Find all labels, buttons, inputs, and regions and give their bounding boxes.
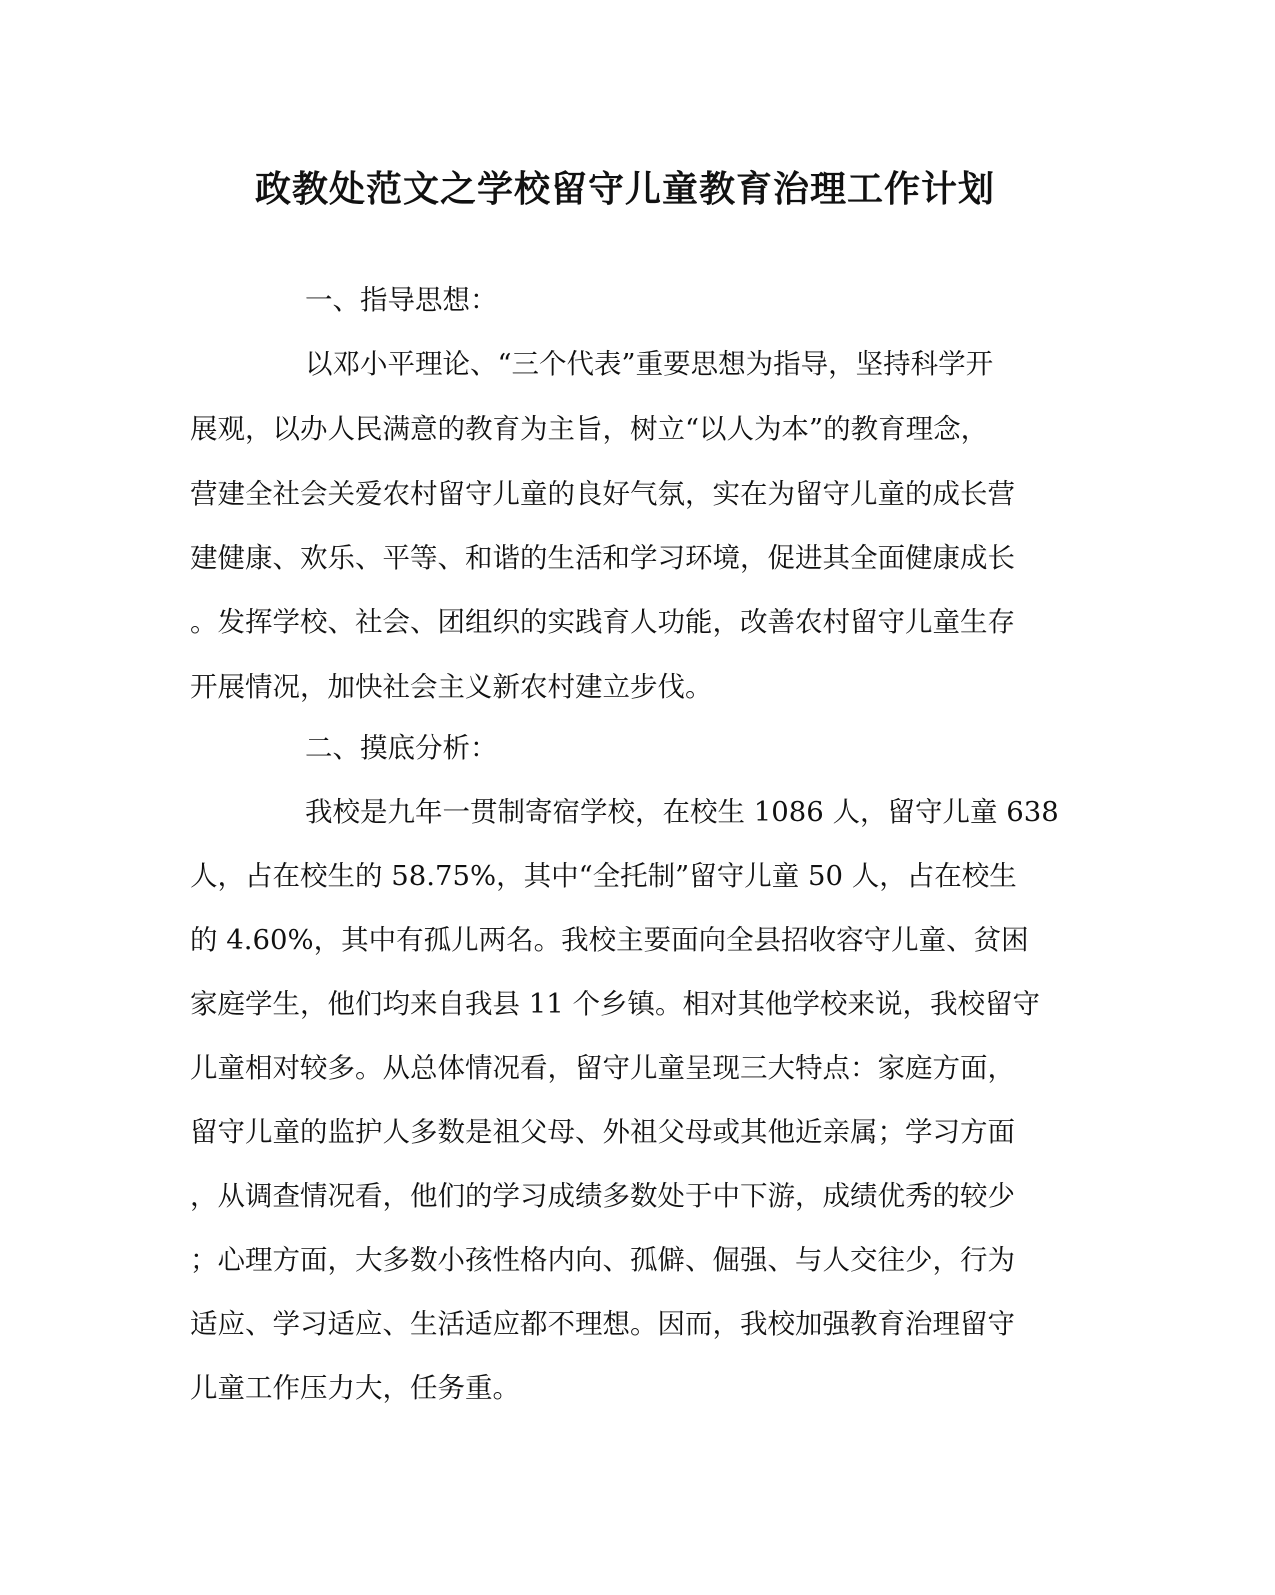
paragraph-line: 展观，以办人民满意的教育为主旨，树立“以人为本”的教育理念，: [190, 413, 989, 445]
paragraph-line: 我校是九年一贯制寄宿学校，在校生 1086 人，留守儿童 638: [305, 796, 1059, 828]
paragraph-line: 建健康、欢乐、平等、和谐的生活和学习环境，促进其全面健康成长: [190, 542, 1015, 574]
section-heading-guiding-thought: 一、指导思想：: [305, 284, 498, 316]
paragraph-line: 人，占在校生的 58.75%，其中“全托制”留守儿童 50 人，占在校生: [190, 860, 1017, 892]
paragraph-line: 以邓小平理论、“三个代表”重要思想为指导，坚持科学开: [305, 348, 994, 380]
paragraph-line: ，从调查情况看，他们的学习成绩多数处于中下游，成绩优秀的较少: [190, 1180, 1015, 1212]
section-heading-analysis: 二、摸底分析：: [305, 732, 498, 764]
paragraph-line: 儿童相对较多。从总体情况看，留守儿童呈现三大特点：家庭方面，: [190, 1052, 1015, 1084]
paragraph-line: 的 4.60%，其中有孤儿两名。我校主要面向全县招收容守儿童、贫困: [190, 924, 1029, 956]
paragraph-line: 。发挥学校、社会、团组织的实践育人功能，改善农村留守儿童生存: [190, 606, 1015, 638]
document-title: 政教处范文之学校留守儿童教育治理工作计划: [254, 169, 995, 210]
paragraph-line: 留守儿童的监护人多数是祖父母、外祖父母或其他近亲属；学习方面: [190, 1116, 1015, 1148]
paragraph-line: 家庭学生，他们均来自我县 11 个乡镇。相对其他学校来说，我校留守: [190, 988, 1040, 1020]
paragraph-line: 适应、学习适应、生活适应都不理想。因而，我校加强教育治理留守: [190, 1308, 1015, 1340]
paragraph-line: 儿童工作压力大，任务重。: [190, 1372, 520, 1404]
paragraph-line: 营建全社会关爱农村留守儿童的良好气氛，实在为留守儿童的成长营: [190, 478, 1015, 510]
paragraph-line: 开展情况，加快社会主义新农村建立步伐。: [190, 671, 713, 703]
paragraph-line: ；心理方面，大多数小孩性格内向、孤僻、倔强、与人交往少，行为: [190, 1244, 1015, 1276]
